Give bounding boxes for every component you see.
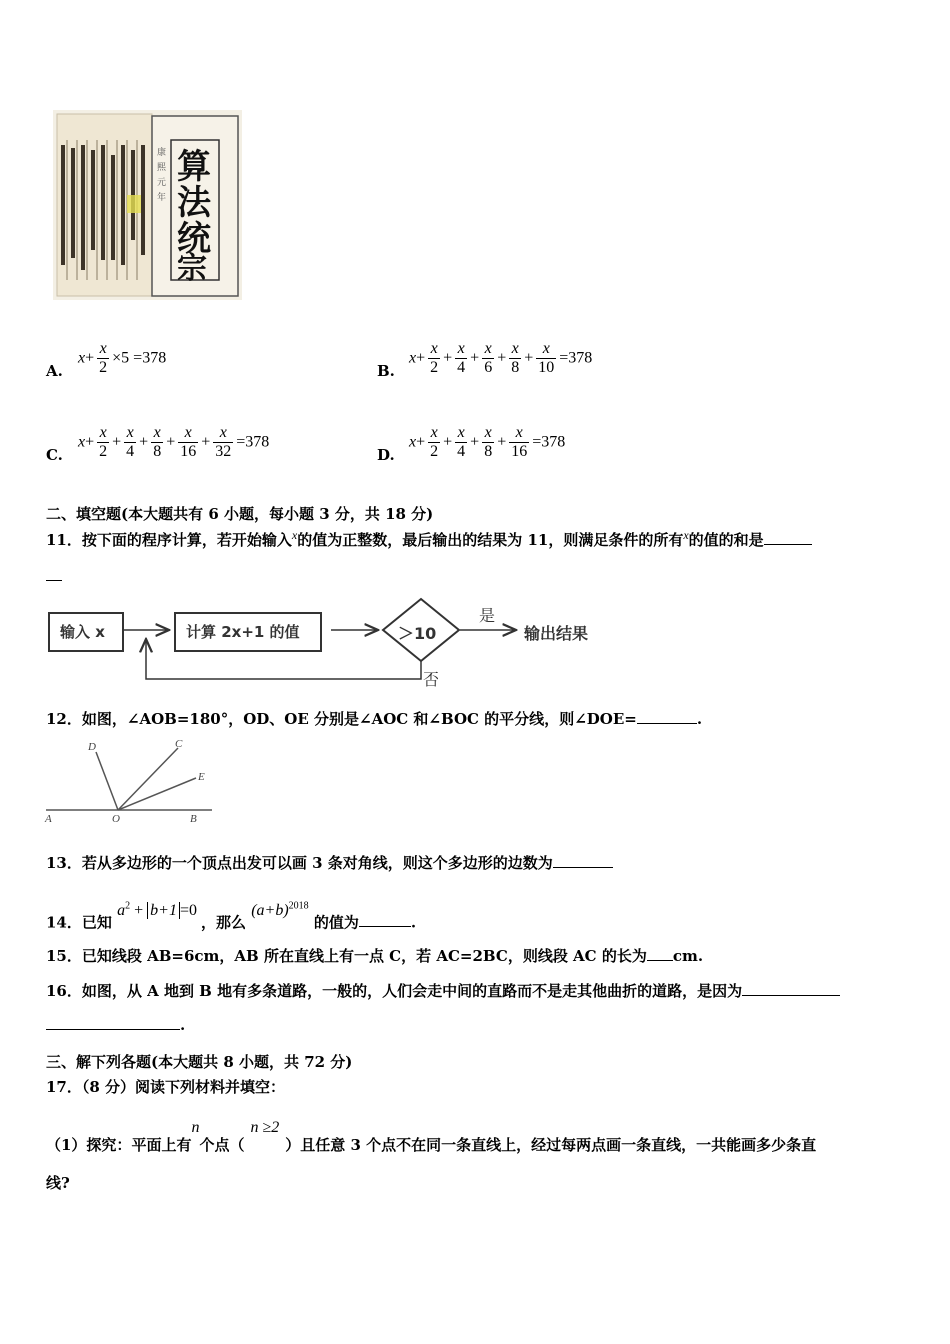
q11-answer-blank[interactable] xyxy=(764,544,812,545)
option-b xyxy=(377,340,592,380)
fraction-numerator: x xyxy=(151,424,163,443)
fraction xyxy=(213,424,233,461)
fraction-numerator: x xyxy=(509,424,529,443)
fraction xyxy=(428,340,440,377)
label-a: A xyxy=(45,813,52,825)
fraction xyxy=(428,424,440,461)
book-title-char-4: 宗 xyxy=(177,251,207,286)
section-2-heading: 二、填空题(本大题共有 6 小题，每小题 3 分，共 18 分) xyxy=(46,505,434,523)
question-17-part-1-cont: 线? xyxy=(46,1174,70,1192)
fraction-numerator: x xyxy=(213,424,233,443)
option-c xyxy=(46,424,269,464)
q16-answer-blank-continued[interactable] xyxy=(46,1029,180,1030)
q14-suffix: 的值为 xyxy=(313,913,359,932)
fraction-denominator: 8 xyxy=(153,443,162,460)
fraction-numerator: x xyxy=(536,340,556,359)
book-title-char-3: 统 xyxy=(177,219,211,259)
fraction-numerator: x xyxy=(178,424,198,443)
q11-part1: 11．按下面的程序计算，若开始输入 xyxy=(46,531,292,549)
formula-term: + xyxy=(85,349,95,367)
fraction-numerator: x xyxy=(482,340,494,359)
q11-answer-blank-continued[interactable] xyxy=(46,580,62,581)
fraction-denominator: 2 xyxy=(430,443,439,460)
q14-plus: + xyxy=(134,902,144,920)
q14-expr2-exp: 2018 xyxy=(288,901,309,912)
flowchart-no-label: 否 xyxy=(423,670,440,689)
formula-term: + xyxy=(497,349,507,367)
q17-condition: n ≥2 xyxy=(250,1119,280,1136)
question-17-part-1 xyxy=(46,1108,816,1165)
formula-term: x xyxy=(78,349,86,367)
formula-term: + xyxy=(416,349,426,367)
flowchart-input-box: 输入 x xyxy=(48,612,124,652)
fraction-denominator: 4 xyxy=(457,359,466,376)
q12-angle-figure xyxy=(40,738,220,828)
q12-answer-blank[interactable] xyxy=(637,723,697,724)
fraction xyxy=(536,340,556,377)
formula-term: =378 xyxy=(236,433,270,451)
book-title-char-1: 算 xyxy=(177,147,211,187)
fraction xyxy=(509,424,529,461)
fraction-denominator: 32 xyxy=(215,443,232,460)
formula-term: + xyxy=(443,433,453,451)
flowchart-output-label: 输出结果 xyxy=(524,624,589,643)
fraction-numerator: x xyxy=(482,424,494,443)
question-15 xyxy=(46,945,703,966)
label-b: B xyxy=(190,813,197,825)
fraction xyxy=(509,340,521,377)
formula-term: + xyxy=(443,349,453,367)
option-formula xyxy=(78,424,270,460)
svg-text:康: 康 xyxy=(157,148,167,158)
flowchart xyxy=(46,595,646,690)
label-d: D xyxy=(88,741,96,753)
formula-term: + xyxy=(416,433,426,451)
fraction xyxy=(455,340,467,377)
q14-exp: 2 xyxy=(125,901,131,912)
fraction-numerator: x xyxy=(509,340,521,359)
formula-term: x xyxy=(409,433,417,451)
option-d xyxy=(377,424,565,464)
formula-term: + xyxy=(139,433,149,451)
formula-term: + xyxy=(497,433,507,451)
q14-prefix: 14．已知 xyxy=(46,913,112,932)
q14-expr2-base: (a+b) xyxy=(251,902,289,920)
fraction-numerator: x xyxy=(428,424,440,443)
option-label: A. xyxy=(46,362,63,381)
q17-n: n xyxy=(191,1119,200,1136)
formula-term: ×5 =378 xyxy=(112,349,167,367)
formula-term: + xyxy=(524,349,534,367)
label-e: E xyxy=(198,771,205,783)
option-label: C. xyxy=(46,446,63,465)
flowchart-condition-label: ＞10 xyxy=(398,624,437,643)
q14-expr1 xyxy=(117,902,201,919)
fraction-denominator: 16 xyxy=(180,443,197,460)
q15-answer-blank[interactable] xyxy=(647,960,673,961)
fraction xyxy=(124,424,136,461)
q16-end: . xyxy=(180,1016,186,1034)
question-16 xyxy=(46,980,840,1001)
fraction xyxy=(178,424,198,461)
q15-text: 15．已知线段 AB=6cm，AB 所在直线上有一点 C，若 AC=2BC，则线段 AC 的长为 xyxy=(46,947,647,965)
q14-mid: ，那么 xyxy=(200,913,246,932)
fraction-numerator: x xyxy=(97,424,109,443)
book-cover-image xyxy=(53,110,242,300)
q17-p1-b: 个点（ xyxy=(199,1136,245,1154)
formula-term: + xyxy=(201,433,211,451)
fraction-numerator: x xyxy=(455,340,467,359)
formula-term: =378 xyxy=(532,433,566,451)
formula-term: + xyxy=(166,433,176,451)
question-12 xyxy=(46,708,702,729)
option-formula xyxy=(409,424,566,460)
q13-answer-blank[interactable] xyxy=(553,867,613,868)
q17-p1-c: ）且任意 3 个点不在同一条直线上，经过每两点画一条直线，一共能画多少条直 xyxy=(285,1136,817,1154)
question-17-title: 17．（8 分）阅读下列材料并填空： xyxy=(46,1078,286,1096)
q15-end: cm. xyxy=(672,947,704,965)
formula-term: x xyxy=(409,349,417,367)
fraction-denominator: 4 xyxy=(126,443,135,460)
q14-abs-content: b+1 xyxy=(150,902,177,920)
q14-eq: =0 xyxy=(179,902,197,920)
label-o: O xyxy=(112,813,120,825)
fraction-denominator: 8 xyxy=(484,443,493,460)
fraction xyxy=(482,340,494,377)
formula-term: + xyxy=(470,349,480,367)
fraction-denominator: 2 xyxy=(430,359,439,376)
q16-line-2 xyxy=(46,1016,185,1034)
flowchart-yes-label: 是 xyxy=(479,606,496,625)
question-13 xyxy=(46,852,613,873)
fraction xyxy=(455,424,467,461)
q16-answer-blank[interactable] xyxy=(742,995,840,996)
svg-text:元: 元 xyxy=(157,178,167,188)
formula-term: + xyxy=(85,433,95,451)
book-title-char-2: 法 xyxy=(177,183,211,223)
formula-term: + xyxy=(112,433,122,451)
flowchart-compute-box: 计算 2x+1 的值 xyxy=(174,612,322,652)
fraction-denominator: 8 xyxy=(511,359,520,376)
q14-answer-blank[interactable] xyxy=(359,926,411,927)
q16-text: 16．如图，从 A 地到 B 地有多条道路，一般的，人们会走中间的直路而不是走其他曲折的道路，是因为 xyxy=(46,982,743,1000)
section-3-heading: 三、解下列各题(本大题共 8 小题，共 72 分) xyxy=(46,1053,353,1071)
fraction-numerator: x xyxy=(97,340,109,359)
q14-end: . xyxy=(410,913,417,932)
fraction-denominator: 16 xyxy=(511,443,528,460)
fraction-denominator: 2 xyxy=(99,443,108,460)
fraction-numerator: x xyxy=(455,424,467,443)
q17-p1-a: （1）探究：平面上有 xyxy=(46,1136,192,1154)
fraction-numerator: x xyxy=(124,424,136,443)
fraction-denominator: 4 xyxy=(457,443,466,460)
option-label: D. xyxy=(377,446,395,465)
fraction xyxy=(97,424,109,461)
option-a xyxy=(46,340,166,380)
fraction-denominator: 2 xyxy=(99,359,108,376)
option-label: B. xyxy=(377,362,395,381)
formula-term: + xyxy=(470,433,480,451)
q12-text: 12．如图，∠AOB=180°，OD、OE 分别是∠AOC 和∠BOC 的平分线，则∠DOE= xyxy=(46,710,637,728)
q11-part2: 的值为正整数，最后输出的结果为 11，则满足条件的所有 xyxy=(297,531,684,549)
q11-var-2: x xyxy=(683,528,689,542)
question-11 xyxy=(46,528,812,550)
fraction-numerator: x xyxy=(428,340,440,359)
svg-text:熙: 熙 xyxy=(157,163,167,173)
q13-text: 13．若从多边形的一个顶点出发可以画 3 条对角线，则这个多边形的边数为 xyxy=(46,854,553,872)
fraction xyxy=(97,340,109,377)
formula-term: =378 xyxy=(559,349,593,367)
question-14 xyxy=(46,890,416,939)
svg-text:年: 年 xyxy=(157,193,167,203)
q14-expr2 xyxy=(251,902,308,919)
fraction xyxy=(151,424,163,461)
option-formula xyxy=(78,340,167,376)
q11-part3: 的值的和是 xyxy=(688,531,764,549)
fraction-denominator: 10 xyxy=(538,359,555,376)
fraction-denominator: 6 xyxy=(484,359,493,376)
q14-a: a xyxy=(117,902,126,920)
fraction xyxy=(482,424,494,461)
q11-var-1: x xyxy=(291,528,298,542)
option-formula xyxy=(409,340,593,376)
label-c: C xyxy=(175,738,183,750)
formula-term: x xyxy=(78,433,86,451)
q12-end: . xyxy=(696,710,703,728)
